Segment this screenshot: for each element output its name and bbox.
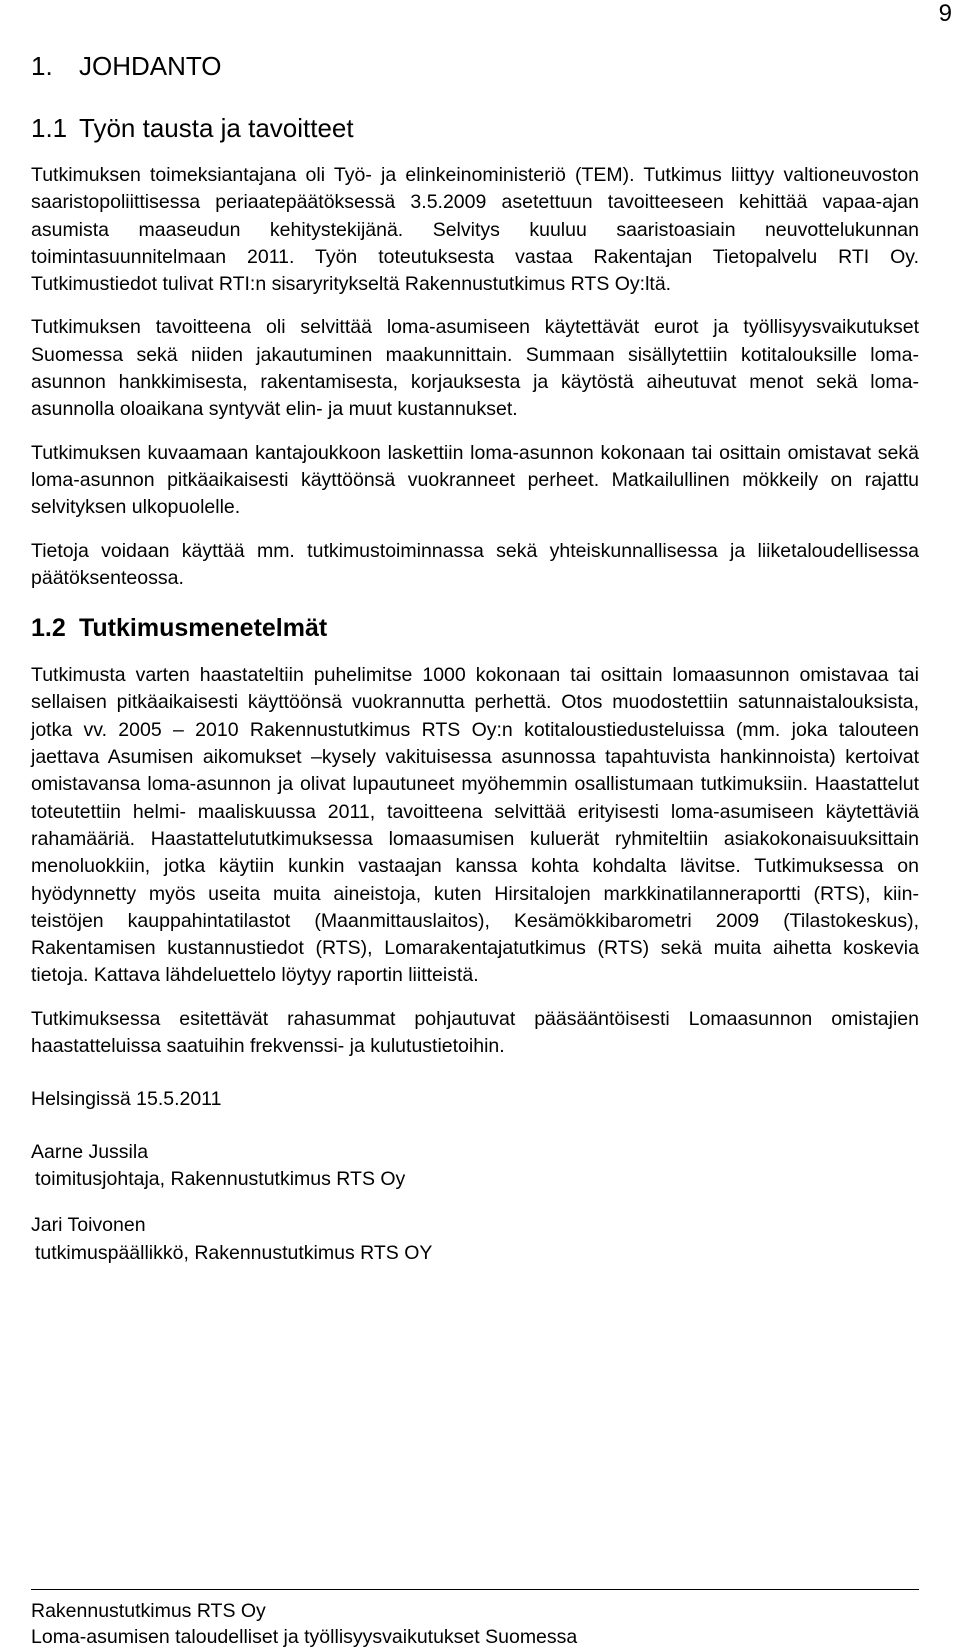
footer-report-title: Loma-asumisen taloudelliset ja työllisyysvaikutukset Suomessa xyxy=(31,1626,578,1648)
signatory-name: Jari Toivonen xyxy=(31,1214,146,1237)
place-date: Helsingissä 15.5.2011 xyxy=(31,1088,222,1111)
section-title: Tutkimusmenetelmät xyxy=(79,614,328,643)
paragraph: Tutkimusta varten haastateltiin puhelimitse 1000 kokonaan tai osittain lomaasunnon omistavaa tai sellaisen pitkäaikaisesti käyttöönsä vuokrannutta perhettä. Otos muodostettiin satunnaistalouksista, jotka vv. 2005 – 2010 Rakennustutkimus RTS Oy:n kotitaloustiedusteluissa (mm. joka talouteen jaettava Asumisen aikomukset –kysely vakituisessa asunnossa tapahtuvista hankinnoista) kertoivat omistavansa loma-asunnon ja olivat lupautuneet myöhemmin osallistumaan tutkimuksiin. Haastattelut toteutettiin helmi- maaliskuussa 2011, tavoitteena selvittää erityisesti loma-asumiseen käytettäviä rahamääriä. Haastattelututkimuksessa lomaasumisen kuluerät ryhmiteltiin asiakokonaisuuksittain menoluokkiin, jotka käytiin kunkin vastaajan kanssa kohta kohdalta lävitse. Tutkimuksessa on hyödynnetty myös useita muita aineistoja, kuten Hirsitalojen markkinatilanneraportti (RTS), kiinteistöjen kauppahintatilastot (Maanmittauslaitos), Kesämökkibarometri 2009 (Tilastokeskus), Rakentamisen kustannustiedot (RTS), Lomarakentajatutkimus (RTS) sekä muita aihetta koskevia tietoja. Kattava lähdeluettelo löytyy raportin liitteistä. xyxy=(31,664,919,987)
section-heading-1-1 xyxy=(31,112,919,144)
chapter-title: JOHDANTO xyxy=(79,51,222,81)
paragraph: Tutkimuksessa esitettävät rahasummat pohjautuvat pääsääntöisesti Lomaasunnon omistajien haastatteluissa saatuihin frekvenssi- ja kulutustietoihin. xyxy=(31,1007,919,1058)
page-footer xyxy=(31,1589,919,1650)
section-heading-1-2 xyxy=(31,612,919,644)
signatory-name: Aarne Jussila xyxy=(31,1140,149,1163)
page-number: 9 xyxy=(938,0,952,27)
paragraph: Tutkimuksen kuvaamaan kantajoukkoon laskettiin loma-asunnon kokonaan tai osittain omistavat sekä loma-asunnon pitkäaikaisesti käyttöönsä vuokranneet perheet. Matkailullinen mökkeily on rajattu selvityksen ulkopuolelle. xyxy=(31,441,919,519)
chapter-number: 1. xyxy=(31,51,53,81)
signatory-title: toimitusjohtaja, Rakennustutkimus RTS Oy xyxy=(35,1167,406,1190)
signatory-title: tutkimuspäällikkö, Rakennustutkimus RTS OY xyxy=(35,1241,433,1264)
footer-organization: Rakennustutkimus RTS Oy xyxy=(31,1600,266,1622)
paragraph: Tietoja voidaan käyttää mm. tutkimustoiminnassa sekä yhteiskunnallisessa ja liiketaloudellisessa päätöksenteossa. xyxy=(31,539,919,589)
page-content xyxy=(31,50,919,1267)
section-title: Työn tausta ja tavoitteet xyxy=(79,113,354,143)
paragraph: Tutkimuksen toimeksiantajana oli Työ- ja elinkeinoministeriö (TEM). Tutkimus liittyy valtioneuvoston saaristopoliittisessa periaatepäätöksessä 3.5.2009 asetettuun tavoitteeseen kehittää vapaa-ajan asumista maaseudun kehitystekijänä. Selvitys kuuluu saaristoasiain neuvottelukunnan toimintasuunnitelmaan 2011. Työn toteutuksesta vastaa Rakentajan Tietopalvelu RTI Oy. Tutkimustiedot tulivat RTI:n sisaryritykseltä Rakennustutkimus RTS Oy:ltä. xyxy=(31,164,919,296)
paragraph: Tutkimuksen tavoitteena oli selvittää loma-asumiseen käytettävät eurot ja työllisyysvaikutukset Suomessa sekä niiden jakautuminen maakunnittain. Summaan sisällytettiin kotitalouksille loma-asunnon hankkimisesta, rakentamisesta, korjauksesta ja käytöstä aiheutuvat menot sekä loma-asunnolla oloaikana syntyvät elin- ja muut kustannukset. xyxy=(31,316,919,421)
section-number: 1.2 xyxy=(31,614,66,643)
chapter-heading xyxy=(31,50,919,82)
section-number: 1.1 xyxy=(31,113,68,143)
